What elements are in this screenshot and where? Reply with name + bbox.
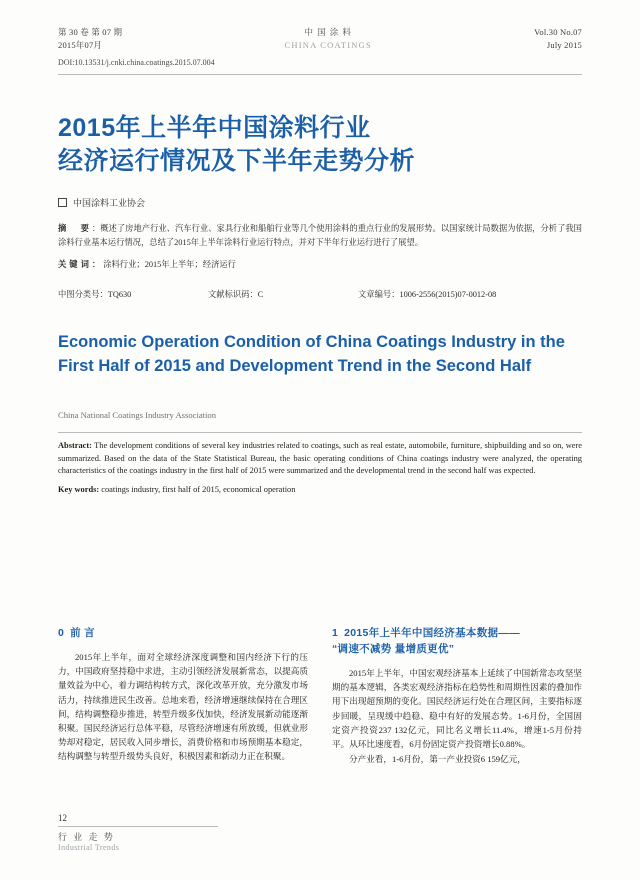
keywords-en-text: coatings industry, first half of 2015, economical operation — [99, 484, 296, 494]
paragraph: 分产业看，1-6月份，第一产业投资6 159亿元， — [349, 754, 526, 765]
paragraph: 2015年上半年，中国宏观经济基本上延续了中国新常态攻坚坚期的基本逻辑，各类宏观经济指标在趋势性和周期性因素的叠加作用下出现超预期的变化。国民经济运行处在合理区间，主要指标逐步回暖，呈现缓中趋稳、稳中有好的发展态势。1-6月份，全国固定资产投资237 132亿元，同比名义增长11.4%，增速1-5月份持平。从环比速度看，6月份固定资产投资增长0.88%。 — [332, 668, 582, 750]
keywords-cn-text: 涂料行业；2015年上半年；经济运行 — [103, 260, 236, 269]
section-title-1-line2: “调速不减势 量增质更优” — [332, 643, 455, 655]
keywords-cn-label: 关键词： — [58, 260, 104, 269]
volume-issue-en: Vol.30 No.07 — [534, 27, 582, 37]
keywords-cn — [58, 258, 582, 271]
journal-name-en: CHINA COATINGS — [284, 40, 372, 50]
abstract-en — [58, 440, 582, 496]
author-cn-line — [58, 196, 582, 209]
abstract-en-divider — [58, 432, 582, 433]
header-left — [58, 26, 122, 52]
author-cn: 中国涂料工业协会 — [73, 198, 146, 208]
article-id: 文章编号：1006-2556(2015)07-0012-08 — [358, 290, 497, 299]
paragraph: 2015年上半年，面对全球经济深度调整和国内经济下行的压力，中国政府坚持稳中求进，主动引领经济发展新常态，以提高质量效益为中心，着力调结构转方式，深化改革开放，充分激发市场活力，持续推进民生改善。总地来看，经济增速继续保持在合理区间，结构调整稳步推进，转型升级多伐加快，经济发展新动能逐渐积聚。国民经济运行总体平稳，尽管经济增速有所放缓，但就业形势却对稳定，居民收入同步增长，消费价格和市场预期基本稳定，结构调整与转型升级势头良好，积极因素和新动力正在积聚。 — [58, 652, 308, 762]
page-title-cn-line1: 2015年上半年中国涂料行业 — [58, 114, 371, 142]
abstract-en-label: Abstract: — [58, 441, 92, 450]
journal-name-cn: 中 国 涂 料 — [304, 27, 352, 37]
classification-codes — [58, 288, 582, 300]
section-heading-1 — [332, 625, 582, 657]
header-right — [534, 26, 582, 52]
abstract-cn-label: 摘 要 — [58, 224, 92, 233]
page-title-en: Economic Operation Condition of China Coatings Industry in the First Half of 2015 and Development Trend in the Second Half — [58, 333, 565, 375]
body-columns — [58, 625, 582, 825]
author-en: China National Coatings Industry Association — [58, 410, 217, 420]
section-heading-0 — [58, 625, 308, 641]
doi-line: DOI:10.13531/j.cnki.china.coatings.2015.07.004 — [58, 58, 215, 67]
page-number: 12 — [58, 813, 67, 823]
footer-section-cn: 行 业 走 势 — [58, 832, 115, 842]
keywords-en-label: Key words: — [58, 484, 100, 494]
header-center — [285, 26, 372, 52]
header-divider — [58, 74, 582, 75]
abstract-cn — [58, 222, 582, 271]
title-block — [58, 112, 582, 209]
footer-divider — [58, 826, 218, 827]
document-code: 文献标识码：C — [208, 290, 264, 299]
volume-issue: 第 30 卷 第 07 期 — [58, 27, 123, 37]
square-bullet-icon — [58, 198, 67, 207]
section-title-0: 前 言 — [70, 627, 95, 639]
footer-section-en: Industrial Trends — [58, 843, 120, 852]
column-left — [58, 625, 308, 825]
issue-date-cn: 2015年07月 — [58, 40, 103, 50]
abstract-cn-text: ：概述了房地产行业、汽车行业、家具行业和船舶行业等几个使用涂料的重点行业的发展形势。以国家统计局数据为依据，分析了我国涂料行业基本运行情况，总结了2015年上半年涂料行业运行特点，并对下半年行业运行进行了展望。 — [58, 224, 582, 247]
abstract-en-text: The development conditions of several key industries related to coatings, such as real estate, automobile, furniture, shipbuilding and so on, were summarized. Based on the data of the State Statistical Bureau, the basic operating conditions of China coatings industry were analyzed, the operating characteristics of the coatings industry in the first half of 2015 were summarized and the developmental trend in the second half was expected. — [58, 441, 582, 476]
keywords-en — [58, 484, 582, 497]
header-row — [58, 26, 582, 52]
column-right — [332, 625, 582, 825]
page-title-cn-line2: 经济运行情况及下半年走势分析 — [58, 147, 416, 175]
section-number-0: 0 — [58, 627, 65, 639]
issue-date-en: July 2015 — [546, 40, 582, 50]
clc-code: 中图分类号：TQ630 — [58, 290, 132, 299]
section-title-1: 2015年上半年中国经济基本数据—— — [344, 627, 520, 639]
section-number-1: 1 — [332, 627, 339, 639]
page-footer — [58, 813, 218, 852]
